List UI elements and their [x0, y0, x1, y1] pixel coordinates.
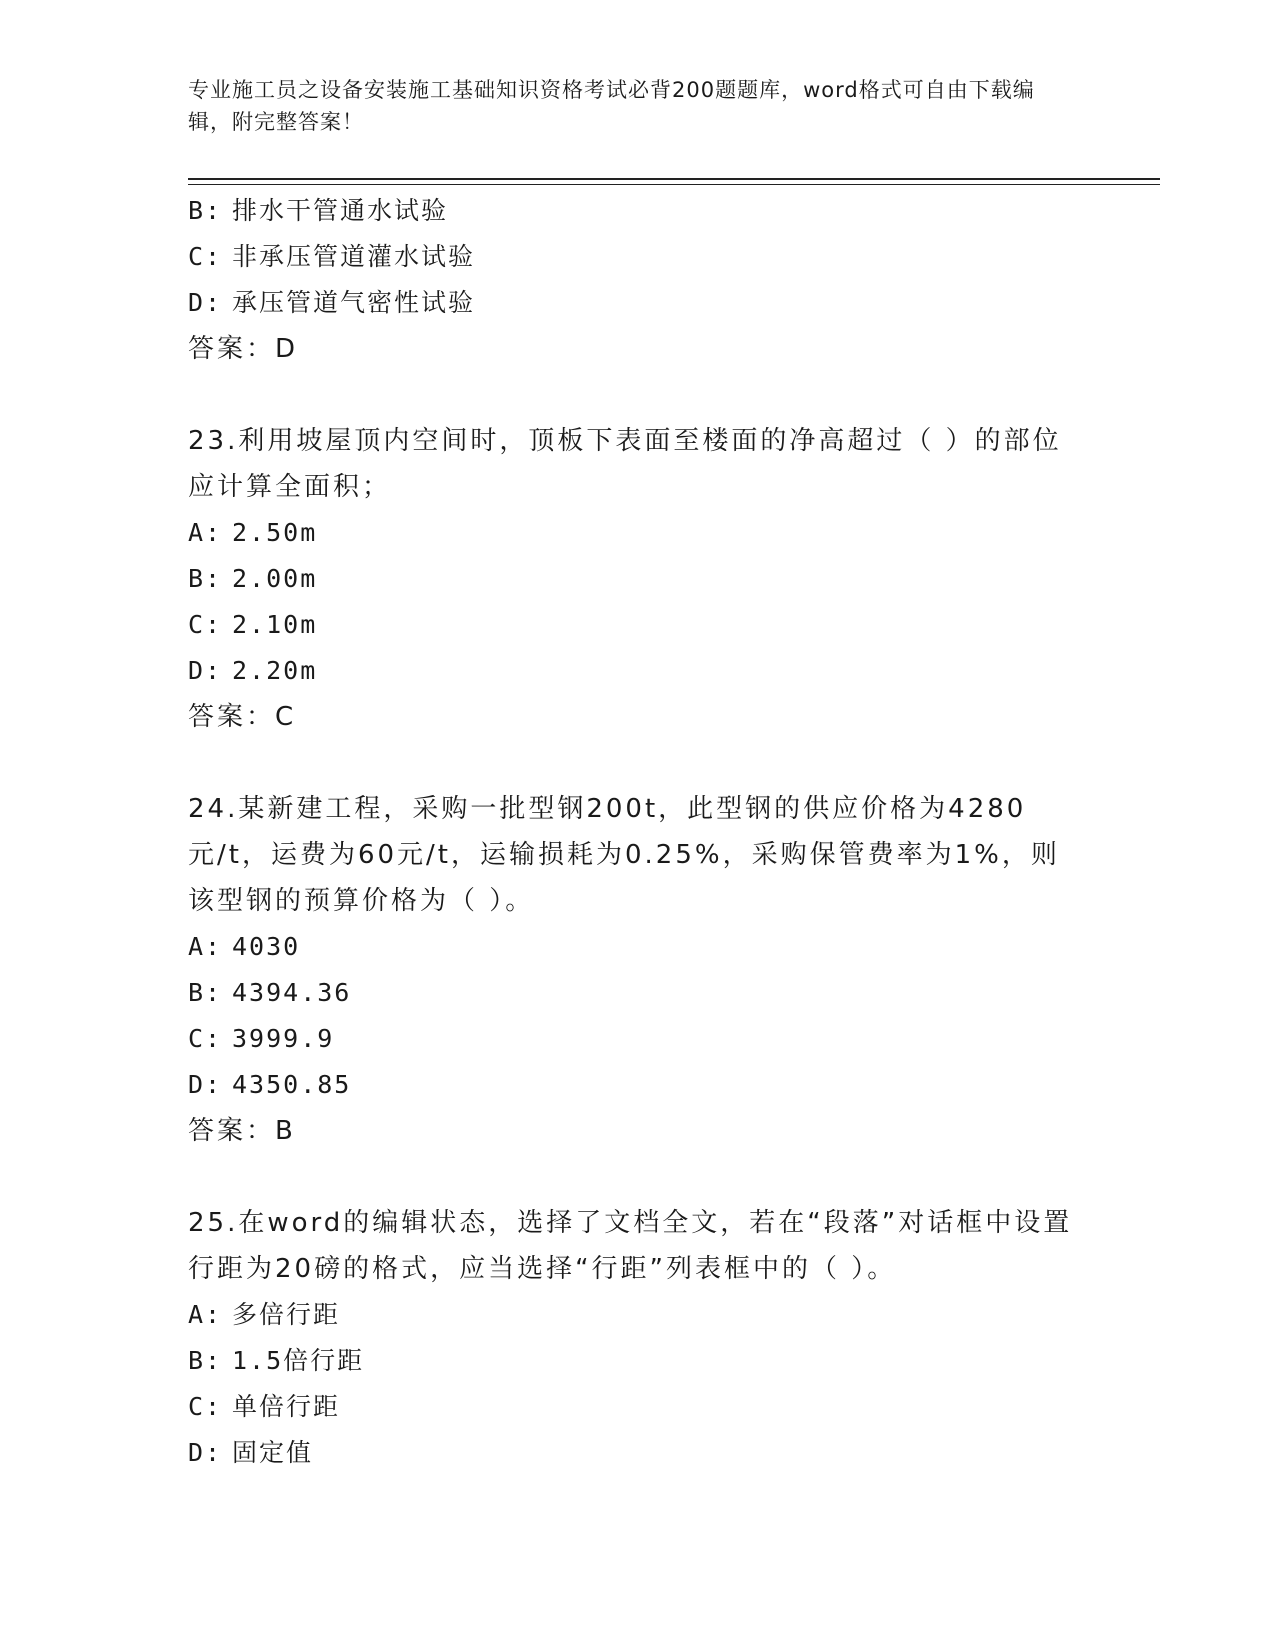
- option-b: [188, 970, 1078, 1016]
- option-letter: C:: [188, 242, 223, 271]
- option-letter: B:: [188, 196, 223, 225]
- question-stem: 25.在word的编辑状态，选择了文档全文，若在“段落”对话框中设置行距为20磅的格式，应当选择“行距”列表框中的（ ）。: [188, 1208, 1073, 1284]
- option-b: [188, 1338, 1078, 1384]
- option-d: [188, 1430, 1078, 1476]
- header-divider-thin: [188, 184, 1160, 185]
- option-d: [188, 648, 1078, 694]
- option-a: [188, 1292, 1078, 1338]
- option-text: 3999.9: [232, 1024, 335, 1053]
- page-header-title: 专业施工员之设备安装施工基础知识资格考试必背200题题库，word格式可自由下载编辑，附完整答案！: [188, 78, 1035, 134]
- option-text: 4394.36: [232, 978, 352, 1007]
- option-text: 1.5倍行距: [232, 1346, 365, 1375]
- option-letter: B:: [188, 978, 223, 1007]
- option-text: 排水干管通水试验: [232, 196, 449, 225]
- option-letter: B:: [188, 564, 223, 593]
- option-text: 承压管道气密性试验: [232, 288, 476, 317]
- option-b: [188, 188, 1078, 234]
- question-22-tail: [188, 188, 1078, 372]
- question-25: [188, 1200, 1078, 1476]
- option-letter: C:: [188, 1392, 223, 1421]
- question-23: [188, 418, 1078, 740]
- option-c: [188, 1384, 1078, 1430]
- option-c: [188, 602, 1078, 648]
- option-a: [188, 510, 1078, 556]
- spacer: [188, 1154, 1078, 1200]
- option-c: [188, 1016, 1078, 1062]
- answer-line: 答案：D: [188, 334, 299, 364]
- option-text: 单倍行距: [232, 1392, 341, 1421]
- question-stem: 24.某新建工程，采购一批型钢200t，此型钢的供应价格为4280元/t，运费为60元/t，运输损耗为0.25%，采购保管费率为1%，则该型钢的预算价格为（ ）。: [188, 794, 1060, 916]
- option-letter: C:: [188, 610, 223, 639]
- option-letter: D:: [188, 1070, 223, 1099]
- question-24: [188, 786, 1078, 1154]
- option-c: [188, 234, 1078, 280]
- option-text: 2.10m: [232, 610, 318, 639]
- option-text: 2.00m: [232, 564, 318, 593]
- option-letter: A:: [188, 1300, 223, 1329]
- question-stem: 23.利用坡屋顶内空间时，顶板下表面至楼面的净高超过（ ）的部位应计算全面积；: [188, 426, 1062, 502]
- option-text: 4030: [232, 932, 301, 961]
- option-letter: D:: [188, 1438, 223, 1467]
- option-letter: B:: [188, 1346, 223, 1375]
- option-letter: C:: [188, 1024, 223, 1053]
- option-letter: A:: [188, 932, 223, 961]
- answer-line: 答案：B: [188, 1116, 296, 1146]
- header-divider-thick: [188, 178, 1160, 180]
- option-letter: D:: [188, 656, 223, 685]
- option-letter: D:: [188, 288, 223, 317]
- spacer: [188, 372, 1078, 418]
- option-d: [188, 280, 1078, 326]
- option-text: 2.20m: [232, 656, 318, 685]
- option-text: 2.50m: [232, 518, 318, 547]
- question-list: [188, 188, 1078, 1476]
- option-d: [188, 1062, 1078, 1108]
- option-b: [188, 556, 1078, 602]
- option-letter: A:: [188, 518, 223, 547]
- option-text: 多倍行距: [232, 1300, 341, 1329]
- answer-line: 答案：C: [188, 702, 297, 732]
- option-text: 固定值: [232, 1438, 314, 1467]
- option-text: 非承压管道灌水试验: [232, 242, 476, 271]
- option-a: [188, 924, 1078, 970]
- option-text: 4350.85: [232, 1070, 352, 1099]
- spacer: [188, 740, 1078, 786]
